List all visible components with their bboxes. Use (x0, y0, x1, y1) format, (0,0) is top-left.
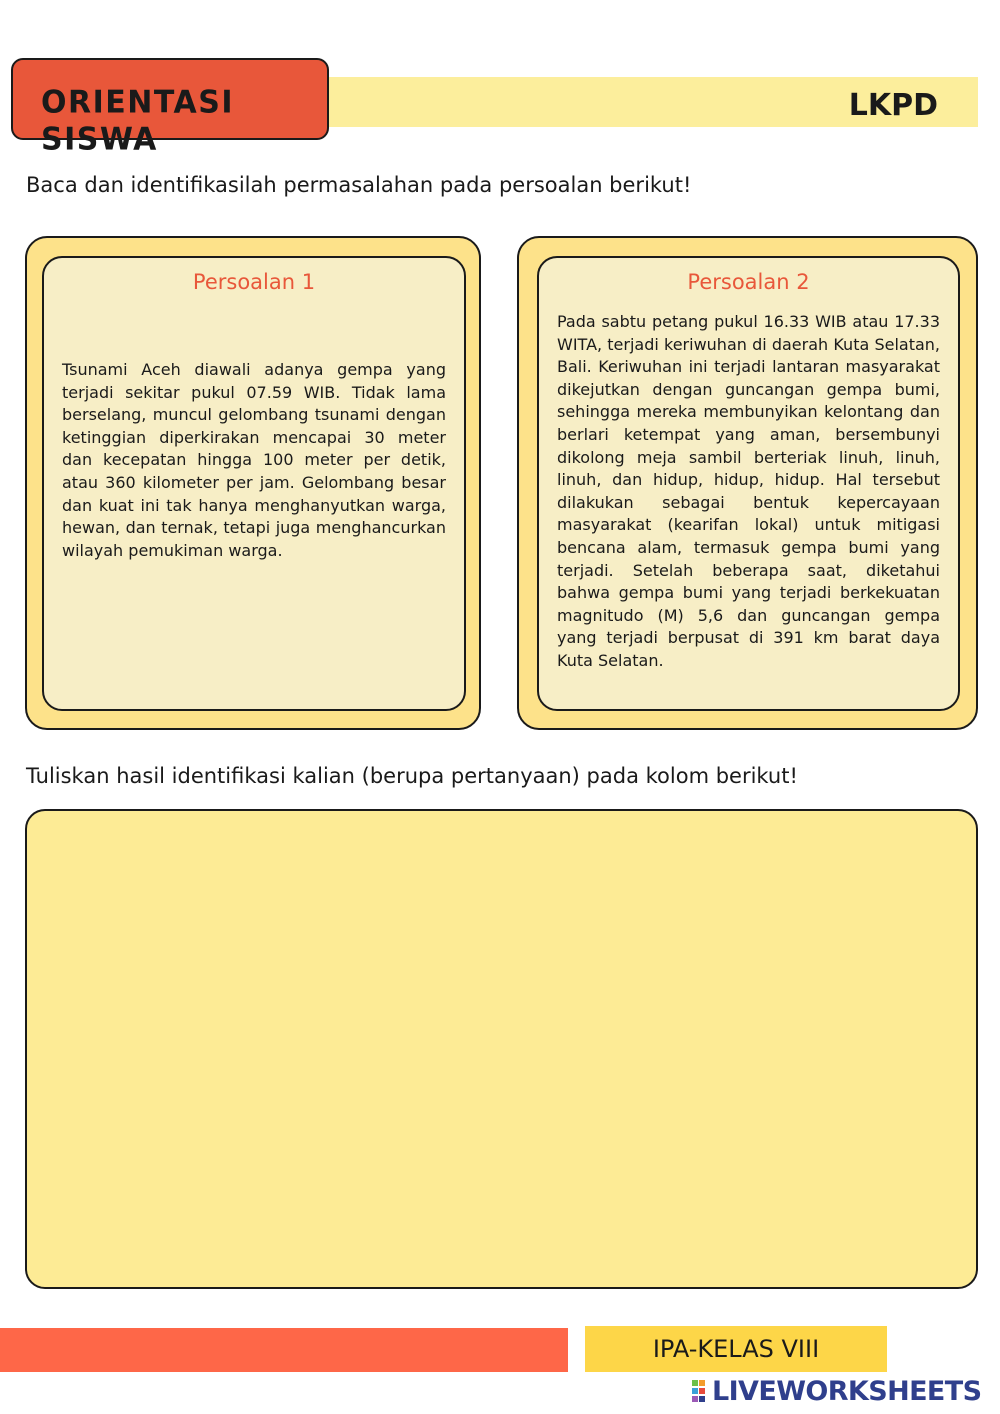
write-instruction: Tuliskan hasil identifikasi kalian (berupa pertanyaan) pada kolom berikut! (26, 764, 798, 788)
footer-red-bar (0, 1328, 568, 1372)
lkpd-label: LKPD (848, 88, 938, 123)
liveworksheets-brand: LIVEWORKSHEETS (712, 1376, 982, 1407)
problem-card-1 (25, 236, 481, 730)
read-instruction: Baca dan identifikasilah permasalahan pada persoalan berikut! (26, 173, 692, 197)
subject-label: IPA-KELAS VIII (652, 1335, 820, 1363)
liveworksheets-logo-icon (692, 1380, 712, 1402)
footer-subject-box (585, 1326, 887, 1372)
problem-2-text: Pada sabtu petang pukul 16.33 WIB atau 17.33 WITA, terjadi keriwuhan di daerah Kuta Selatan, Bali. Keriwuhan ini terjadi lantaran masyarakat dikejutkan dengan guncangan gempa bumi, sehingga mereka membunyikan kelontang dan berlari ketempat yang aman, bersembunyi dikolong meja sambil berteriak linuh, linuh, linuh, dan hidup, hidup, hidup. Hal tersebut dilakukan sebagai bentuk kepercayaan masyarakat (kearifan lokal) untuk mitigasi bencana alam, termasuk gempa bumi yang terjadi. Setelah beberapa saat, diketahui bahwa gempa bumi yang terjadi berkekuatan magnitudo (M) 5,6 dan guncangan gempa yang terjadi berpusat di 391 km barat daya Kuta Selatan. (557, 312, 940, 670)
problem-card-1-inner (42, 256, 466, 711)
answer-textbox[interactable] (25, 809, 978, 1289)
problem-card-2-inner (537, 256, 960, 711)
header-title: ORIENTASI SISWA (41, 84, 234, 158)
problem-card-2 (517, 236, 978, 730)
problem-2-title: Persoalan 2 (687, 270, 810, 294)
problem-1-text: Tsunami Aceh diawali adanya gempa yang terjadi sekitar pukul 07.59 WIB. Tidak lama berselang, muncul gelombang tsunami dengan ketinggian diperkirakan mencapai 30 meter dan kecepatan hingga 100 meter per detik, atau 360 kilometer per jam. Gelombang besar dan kuat ini tak hanya menghanyutkan warga, hewan, dan ternak, tetapi juga menghancurkan wilayah pemukiman warga. (62, 360, 446, 560)
problem-1-title: Persoalan 1 (192, 270, 316, 294)
header-badge (11, 58, 329, 158)
liveworksheets-logo[interactable] (692, 1374, 992, 1408)
